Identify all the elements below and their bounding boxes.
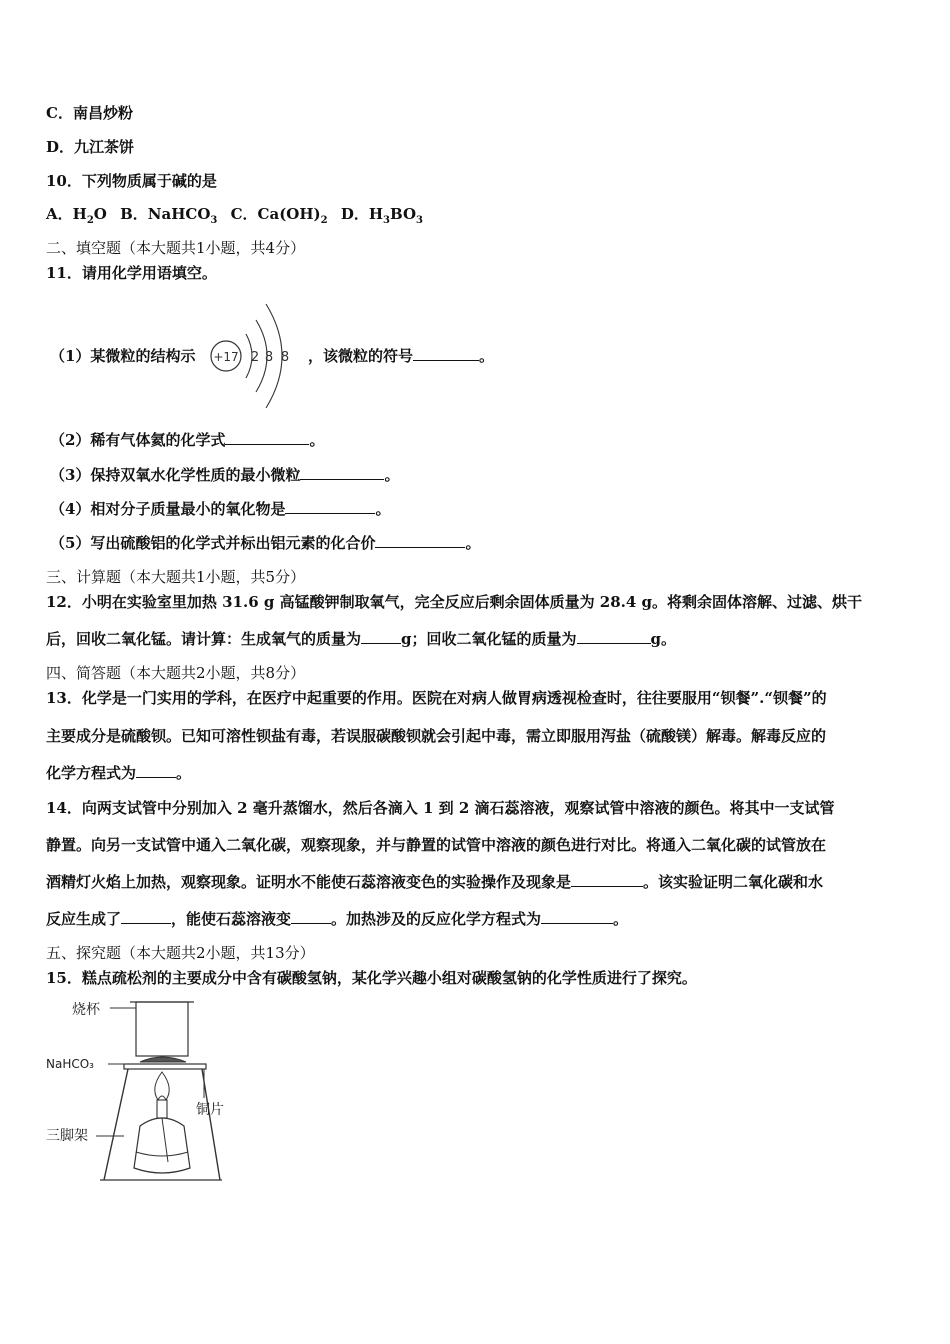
electron-count-3: 8 — [280, 350, 290, 365]
q11-part2: （2）稀有气体氦的化学式 。 — [50, 431, 325, 449]
electron-count-2: 8 — [264, 350, 274, 365]
q11-part3: （3）保持双氧水化学性质的最小微粒 。 — [50, 466, 400, 484]
q14-line-3: 酒精灯火焰上加热，观察现象。证明水不能使石蕊溶液变色的实验操作及现象是 。该实验证明二氧化碳和水 — [46, 873, 824, 891]
q10-option-a: A．$H_2O$ — [46, 205, 107, 226]
label-beaker: 烧杯 — [72, 1002, 100, 1018]
q14-line-2: 静置。向另一支试管中通入二氧化碳，观察现象，并与静置的试管中溶液的颜色进行对比。将通入二氧化碳的试管放在 — [46, 836, 827, 854]
q10-option-b: B．NaHCO$_3$ — [120, 205, 218, 226]
q14-blank-3 — [291, 909, 331, 924]
q11-part1-suffix: ，该微粒的符号 。 — [308, 347, 495, 365]
q11-part1-blank — [413, 346, 479, 361]
apparatus-diagram — [44, 996, 244, 1186]
q11-part1-prefix: （1）某微粒的结构示 — [50, 347, 196, 365]
lamp-wick-holder — [157, 1100, 167, 1118]
section-2-heading: 二、填空题（本大题共1小题，共4分） — [46, 239, 306, 257]
q13-line-1: 13．化学是一门实用的学科，在医疗中起重要的作用。医院在对病人做胃病透视检查时，往往要服用“钡餐”.“钡餐”的 — [46, 689, 827, 707]
q15-stem: 15．糕点疏松剂的主要成分中含有碳酸氢钠，某化学兴趣小组对碳酸氢钠的化学性质进行了探究。 — [46, 969, 697, 987]
q9-option-d: D．九江茶饼 — [46, 138, 135, 156]
q11-part4-blank — [285, 499, 375, 514]
section-5-heading: 五、探究题（本大题共2小题，共13分） — [46, 944, 315, 962]
q13-blank — [136, 763, 176, 778]
section-4-heading: 四、简答题（本大题共2小题，共8分） — [46, 664, 306, 682]
beaker-shape — [136, 1002, 188, 1056]
q11-part4: （4）相对分子质量最小的氧化物是 。 — [50, 500, 391, 518]
q14-line-1: 14．向两支试管中分别加入 2 毫升蒸馏水，然后各滴入 1 到 2 滴石蕊溶液，观察试管中溶液的颜色。将其中一支试管 — [46, 799, 835, 817]
electron-count-1: 2 — [250, 350, 260, 365]
q10-options — [46, 204, 431, 231]
label-copper: 铜片 — [196, 1102, 224, 1118]
q13-line-2: 主要成分是硫酸钡。已知可溶性钡盐有毒，若误服碳酸钡就会引起中毒，需立即服用泻盐（硫酸镁）解毒。解毒反应的 — [46, 727, 827, 745]
label-tripod: 三脚架 — [46, 1128, 88, 1144]
label-nahco3: NaHCO₃ — [46, 1057, 94, 1071]
atom-structure-diagram — [206, 300, 306, 410]
section-3-heading: 三、计算题（本大题共1小题，共5分） — [46, 568, 306, 586]
q13-line-3: 化学方程式为 。 — [46, 764, 192, 782]
nucleus-charge: +17 — [213, 350, 239, 364]
q11-part5-blank — [375, 533, 465, 548]
q12-line-2: 后，回收二氧化锰。请计算：生成氧气的质量为 g；回收二氧化锰的质量为 g。 — [46, 630, 677, 648]
q12-blank-oxygen — [361, 629, 401, 644]
q11-stem: 11．请用化学用语填空。 — [46, 264, 217, 282]
q14-blank-2 — [121, 909, 171, 924]
tripod-leg-left — [104, 1069, 128, 1180]
flame — [155, 1072, 169, 1100]
q11-part5: （5）写出硫酸铝的化学式并标出铝元素的化合价 。 — [50, 534, 481, 552]
alcohol-lamp — [134, 1118, 190, 1173]
q12-blank-mno2 — [577, 629, 651, 644]
q11-part3-blank — [300, 465, 384, 480]
q11-part2-blank — [225, 430, 309, 445]
q14-line-4: 反应生成了 ，能使石蕊溶液变 。加热涉及的反应化学方程式为 。 — [46, 910, 629, 928]
q14-blank-4 — [541, 909, 613, 924]
nahco3-powder — [140, 1057, 186, 1062]
q9-option-c: C．南昌炒粉 — [46, 104, 133, 122]
q10-stem: 10．下列物质属于碱的是 — [46, 172, 217, 190]
q14-blank-1 — [571, 872, 643, 887]
q12-line-1: 12．小明在实验室里加热 31.6 g 高锰酸钾制取氧气，完全反应后剩余固体质量为 28.4 g。将剩余固体溶解、过滤、烘干 — [46, 593, 863, 611]
q10-option-d: D．$H_3BO_3$ — [340, 205, 423, 226]
q10-option-c: C．$Ca(OH)_2$ — [230, 205, 328, 226]
copper-plate — [124, 1064, 206, 1069]
tripod-leg-right — [202, 1069, 220, 1180]
